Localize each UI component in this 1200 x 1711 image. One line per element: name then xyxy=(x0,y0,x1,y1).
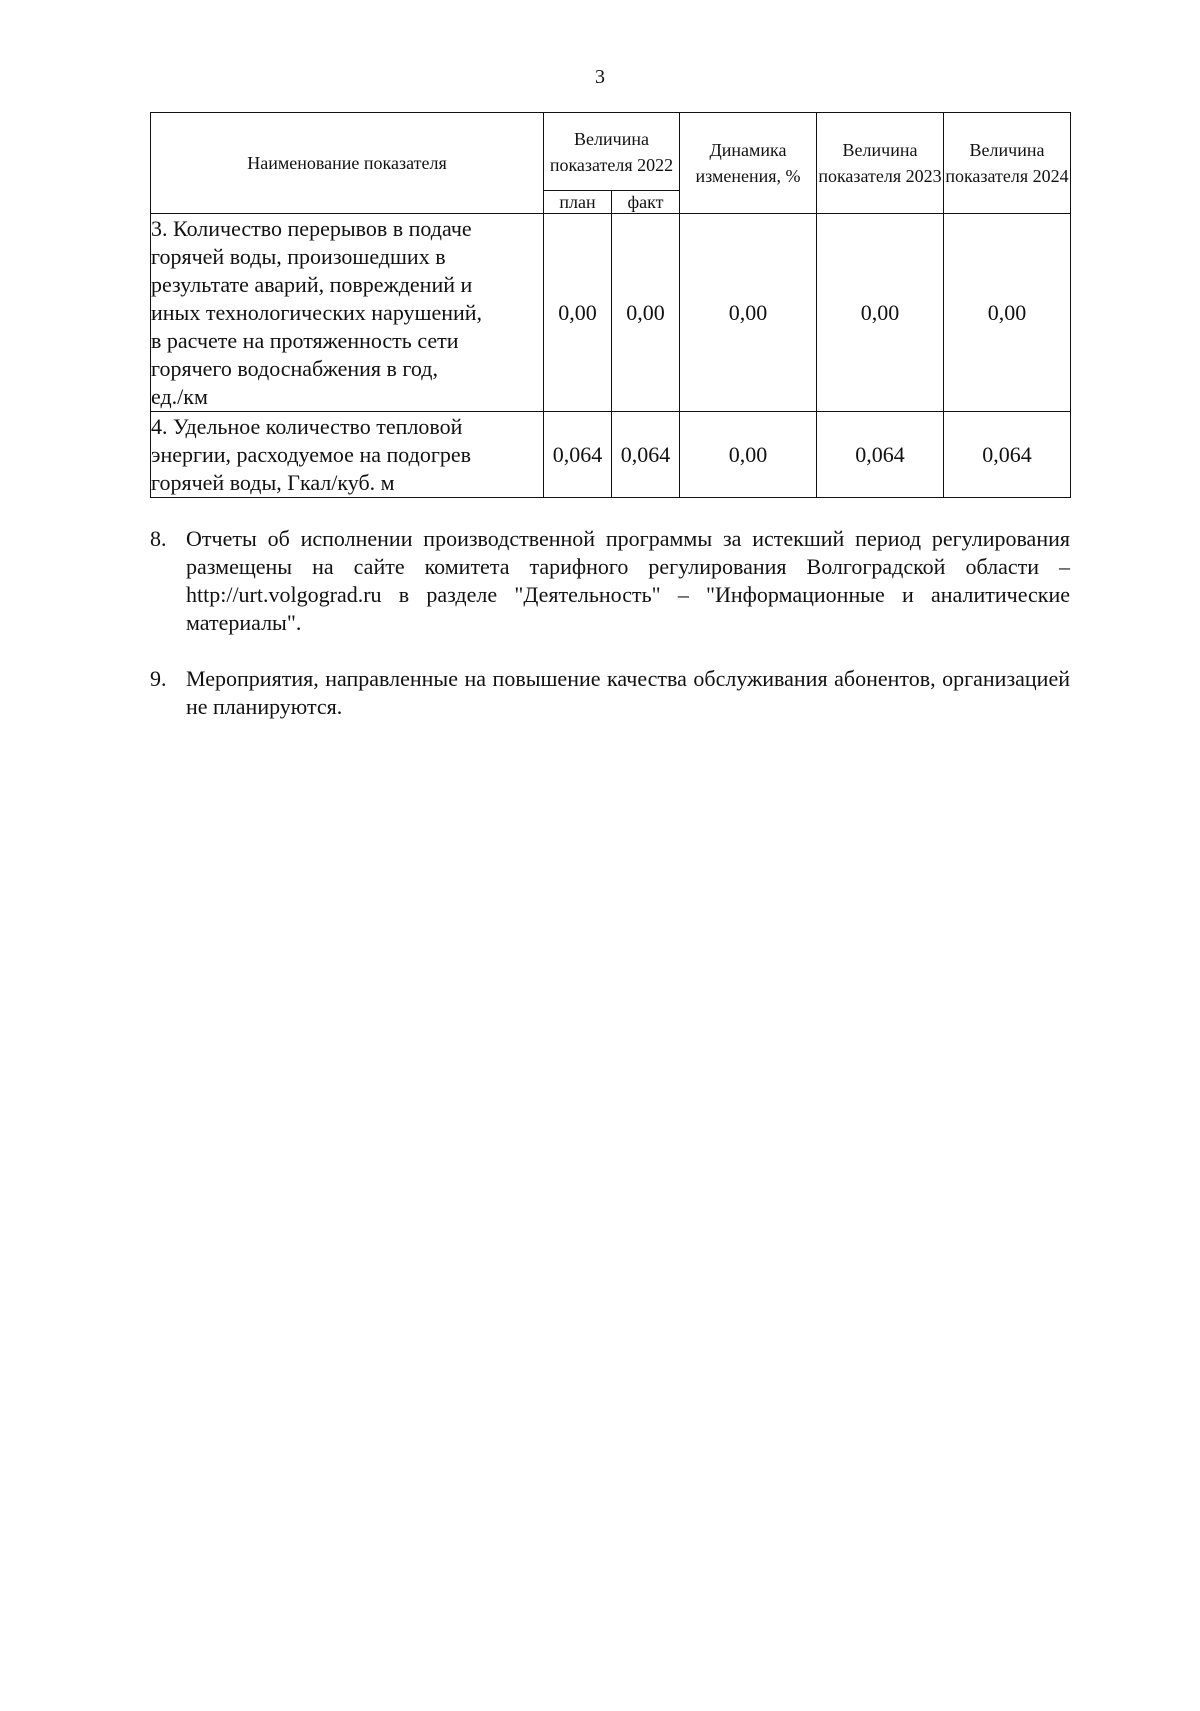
indicator-name-line: 3. Количество перерывов в подаче xyxy=(151,215,472,241)
paragraph-number: 9. xyxy=(150,666,167,691)
paragraph-9 xyxy=(150,665,1070,721)
paragraph-text: Отчеты об исполнении производственной программы за истекший период регулирования размещены на сайте комитета тарифного регулирования Волгоградской области – http://urt.volgograd.ru в разделе "Деятельность" – "Информационные и аналитические материалы". xyxy=(186,526,1070,635)
indicator-name-line: энергии, расходуемое на подогрев xyxy=(151,441,471,467)
dynamics-value: 0,00 xyxy=(680,412,817,498)
indicator-name-line: в расчете на протяженность сети xyxy=(151,327,459,353)
header-fact: факт xyxy=(612,191,680,214)
header-value-2022: Величина показателя 2022 xyxy=(544,113,680,191)
indicator-name-line: иных технологических нарушений, xyxy=(151,299,483,325)
header-value-2024: Величина показателя 2024 xyxy=(944,113,1071,214)
indicator-name-line: горячей воды, произошедших в xyxy=(151,243,446,269)
numbered-paragraphs xyxy=(150,525,1070,749)
indicator-name-line: горячей воды, Гкал/куб. м xyxy=(151,469,395,495)
plan-value: 0,00 xyxy=(544,214,612,412)
value-2024: 0,00 xyxy=(944,214,1071,412)
fact-value: 0,00 xyxy=(612,214,680,412)
plan-value: 0,064 xyxy=(544,412,612,498)
indicator-name-line: ед./км xyxy=(151,383,208,409)
dynamics-value: 0,00 xyxy=(680,214,817,412)
indicator-name-line: 4. Удельное количество тепловой xyxy=(151,413,463,439)
indicator-name-cell xyxy=(151,412,544,498)
value-2023: 0,00 xyxy=(817,214,944,412)
header-indicator-name: Наименование показателя xyxy=(151,113,544,214)
paragraph-text: Мероприятия, направленные на повышение качества обслуживания абонентов, организацией не планируются. xyxy=(186,666,1070,719)
page-number: 3 xyxy=(595,66,605,88)
indicator-name-line: результате аварий, повреждений и xyxy=(151,271,473,297)
table-row xyxy=(151,214,1071,412)
indicators-table xyxy=(150,112,1071,498)
indicator-name-line: горячего водоснабжения в год, xyxy=(151,355,438,381)
value-2024: 0,064 xyxy=(944,412,1071,498)
table-row xyxy=(151,412,1071,498)
paragraph-number: 8. xyxy=(150,526,167,551)
header-dynamics: Динамика изменения, % xyxy=(680,113,817,214)
header-plan: план xyxy=(544,191,612,214)
value-2023: 0,064 xyxy=(817,412,944,498)
indicator-name-cell xyxy=(151,214,544,412)
paragraph-8 xyxy=(150,525,1070,637)
fact-value: 0,064 xyxy=(612,412,680,498)
header-value-2023: Величина показателя 2023 xyxy=(817,113,944,214)
